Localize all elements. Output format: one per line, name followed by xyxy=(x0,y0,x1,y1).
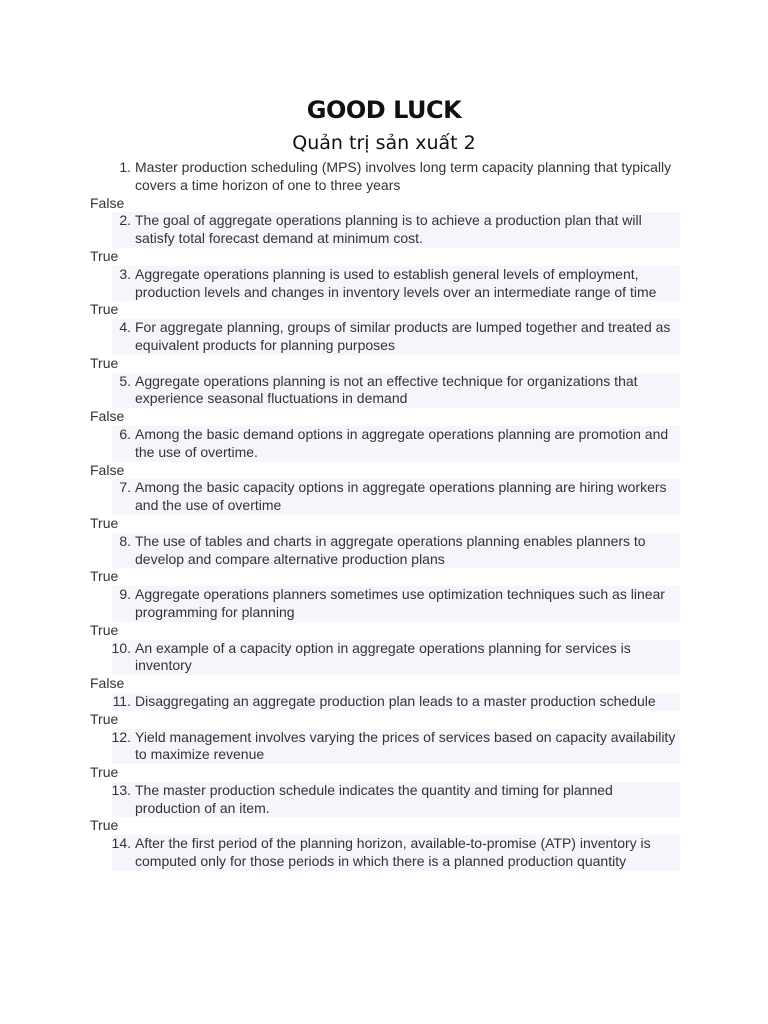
question-number: 7. xyxy=(119,479,131,496)
question-number: 2. xyxy=(119,212,131,229)
question-text: The use of tables and charts in aggregate operations planning enables planners to develop and compare alternative production plans xyxy=(135,532,646,567)
answer-label: False xyxy=(90,194,125,211)
question-number: 6. xyxy=(119,425,131,442)
question-text: Among the basic demand options in aggregate operations planning are promotion and the use of overtime. xyxy=(135,425,669,460)
question-text: Among the basic capacity options in aggregate operations planning are hiring workers and the use of overtime xyxy=(135,479,667,514)
question-number: 13. xyxy=(111,781,131,798)
question-item xyxy=(88,586,680,639)
question-number: 11. xyxy=(112,692,131,709)
question-item xyxy=(88,782,680,835)
question-item xyxy=(88,479,680,532)
question-text: Disaggregating an aggregate production plan leads to a master production schedule xyxy=(135,692,656,709)
answer-label: True xyxy=(90,817,119,834)
question-number: 8. xyxy=(119,532,131,549)
answer-label: True xyxy=(90,568,119,585)
question-number: 9. xyxy=(119,586,131,603)
question-item xyxy=(88,319,680,372)
question-body xyxy=(112,373,680,409)
answer-label: True xyxy=(90,514,119,531)
question-body xyxy=(112,479,680,515)
question-body xyxy=(112,729,680,765)
question-text: Aggregate operations planning is used to establish general levels of employment, production levels and changes in inventory levels over an intermediate range of time xyxy=(135,265,657,300)
question-list xyxy=(88,159,680,871)
question-body xyxy=(112,266,680,302)
question-number: 5. xyxy=(119,372,131,389)
question-item xyxy=(88,266,680,319)
page-title: GOOD LUCK xyxy=(306,96,462,124)
question-text: Yield management involves varying the prices of services based on capacity availability to maximize revenue xyxy=(135,728,676,763)
question-text: For aggregate planning, groups of similar products are lumped together and treated as equivalent products for planning purposes xyxy=(135,319,671,353)
question-body xyxy=(112,586,680,622)
question-item xyxy=(88,426,680,479)
question-item xyxy=(88,373,680,426)
page-subtitle: Quản trị sản xuất 2 xyxy=(292,132,476,154)
answer-label: True xyxy=(90,301,119,318)
question-text: The goal of aggregate operations planning is to achieve a production plan that will satisfy total forecast demand at minimum cost. xyxy=(135,212,642,247)
question-body xyxy=(112,640,680,676)
question-number: 4. xyxy=(119,319,131,336)
answer-label: False xyxy=(90,461,125,478)
answer-label: True xyxy=(90,710,119,727)
question-text: After the first period of the planning horizon, available-to-promise (ATP) inventory is computed only for those periods in which there is a planned production quantity xyxy=(135,835,651,870)
question-number: 10. xyxy=(111,639,131,656)
question-text: Master production scheduling (MPS) involves long term capacity planning that typically covers a time horizon of one to three years xyxy=(135,159,672,193)
question-item xyxy=(88,693,680,729)
question-body xyxy=(112,533,680,569)
answer-label: True xyxy=(90,764,119,781)
question-body xyxy=(112,835,680,871)
question-number: 14. xyxy=(111,835,131,852)
answer-label: True xyxy=(90,247,119,264)
question-body xyxy=(112,319,680,355)
question-body xyxy=(112,426,680,462)
question-body xyxy=(112,159,680,195)
answer-label: True xyxy=(90,354,119,371)
question-text: The master production schedule indicates the quantity and timing for planned production of an item. xyxy=(135,781,613,816)
question-item xyxy=(88,835,680,871)
question-text: An example of a capacity option in aggregate operations planning for services is inventory xyxy=(135,639,631,674)
question-number: 1. xyxy=(119,159,131,175)
answer-label: False xyxy=(90,675,125,692)
question-text: Aggregate operations planning is not an effective technique for organizations that experience seasonal fluctuations in demand xyxy=(135,372,638,407)
question-item xyxy=(88,212,680,265)
question-body xyxy=(112,212,680,248)
question-item xyxy=(88,640,680,693)
answer-label: True xyxy=(90,621,119,638)
question-item xyxy=(88,159,680,212)
question-item xyxy=(88,729,680,782)
question-body xyxy=(112,693,680,711)
question-number: 12. xyxy=(111,728,131,745)
question-body xyxy=(112,782,680,818)
question-number: 3. xyxy=(119,265,131,282)
answer-label: False xyxy=(90,408,125,425)
question-text: Aggregate operations planners sometimes use optimization techniques such as linear programming for planning xyxy=(135,586,665,620)
question-item xyxy=(88,533,680,586)
